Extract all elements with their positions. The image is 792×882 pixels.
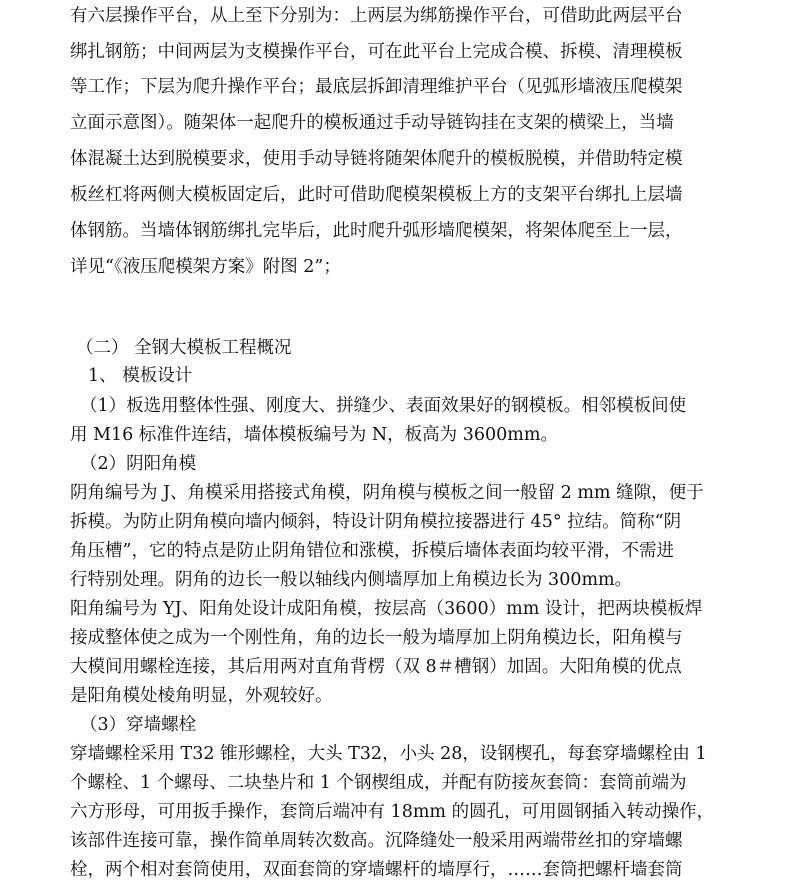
- item-2-heading: （2）阴阳角模: [80, 454, 197, 474]
- item-2-para-1-line-3: 角压槽”，它的特点是防止阴角错位和涨模，拆模后墙体表面均较平滑，不需进: [70, 541, 674, 561]
- paragraph-1-line-3: 等工作；下层为爬升操作平台；最底层拆卸清理维护平台（见弧形墙液压爬模架: [70, 77, 683, 97]
- item-2-para-1-line-1: 阴角编号为 J、角模采用搭接式角模，阴角模与模板之间一般留 2 mm 缝隙，便于: [70, 483, 704, 503]
- item-2-para-2-line-4: 是阳角模处棱角明显，外观较好。: [70, 686, 333, 706]
- item-2-para-1-line-2: 拆模。为防止阴角模向墙内倾斜，特设计阴角模拉接器进行 45° 拉结。简称“阴: [70, 512, 682, 532]
- item-3-para-line-5: 栓，两个相对套筒使用，双面套筒的穿墙螺杆的墙厚行，……套筒把螺杆墙套筒: [70, 860, 683, 880]
- paragraph-1-line-4: 立面示意图）。随架体一起爬升的模板通过手动导链钩挂在支架的横梁上，当墙: [70, 113, 674, 133]
- section-heading: （二） 全钢大模板工程概况: [76, 338, 292, 358]
- paragraph-1-line-8: 详见“《液压爬模架方案》附图 2”；: [70, 257, 341, 277]
- item-3-para-line-4: 该部件连接可靠，操作简单周转次数高。沉降缝处一般采用两端带丝扣的穿墙螺: [70, 831, 683, 851]
- item-2-para-2-line-3: 大模间用螺栓连接，其后用两对直角背楞（双 8＃槽钢）加固。大阳角模的优点: [70, 657, 682, 677]
- paragraph-1-line-5: 体混凝土达到脱模要求，使用手动导链将随架体爬升的模板脱模，并借助特定模: [70, 149, 683, 169]
- paragraph-1-line-6: 板丝杠将两侧大模板固定后，此时可借助爬模架模板上方的支架平台绑扎上层墙: [70, 185, 683, 205]
- item-1-line-2: 用 M16 标准件连结，墙体模板编号为 N，板高为 3600mm。: [70, 425, 558, 445]
- item-3-para-line-2: 个螺栓、1 个螺母、二块垫片和 1 个钢楔组成，并配有防接灰套筒：套筒前端为: [70, 773, 687, 793]
- sub-heading-template-design: 1、 模板设计: [88, 366, 193, 386]
- paragraph-1-line-1: 有六层操作平台，从上至下分别为：上两层为绑筋操作平台，可借助此两层平台: [70, 6, 683, 26]
- item-1-line-1: （1）板选用整体性强、刚度大、拼缝少、表面效果好的钢模板。相邻模板间使: [80, 396, 687, 416]
- item-3-para-line-1: 穿墙螺栓采用 T32 锥形螺栓，大头 T32，小头 28，设钢楔孔，每套穿墙螺栓由 1: [70, 744, 707, 764]
- paragraph-1-line-2: 绑扎钢筋；中间两层为支模操作平台，可在此平台上完成合模、拆模、清理模板: [70, 42, 683, 62]
- item-2-para-2-line-1: 阳角编号为 YJ、阳角处设计成阳角模，按层高（3600）mm 设计，把两块模板焊: [70, 599, 703, 619]
- item-2-para-2-line-2: 接成整体使之成为一个刚性角，角的边长一般为墙厚加上阴角模边长，阳角模与: [70, 628, 683, 648]
- item-3-heading: （3）穿墙螺栓: [80, 715, 197, 735]
- paragraph-1-line-7: 体钢筋。当墙体钢筋绑扎完毕后，此时爬升弧形墙爬模架，将架体爬至上一层，: [70, 221, 683, 241]
- item-2-para-1-line-4: 行特别处理。阴角的边长一般以轴线内侧墙厚加上角模边长为 300mm。: [70, 570, 633, 590]
- item-3-para-line-3: 六方形母，可用扳手操作，套筒后端冲有 18mm 的圆孔，可用圆钢插入转动操作，: [70, 802, 715, 822]
